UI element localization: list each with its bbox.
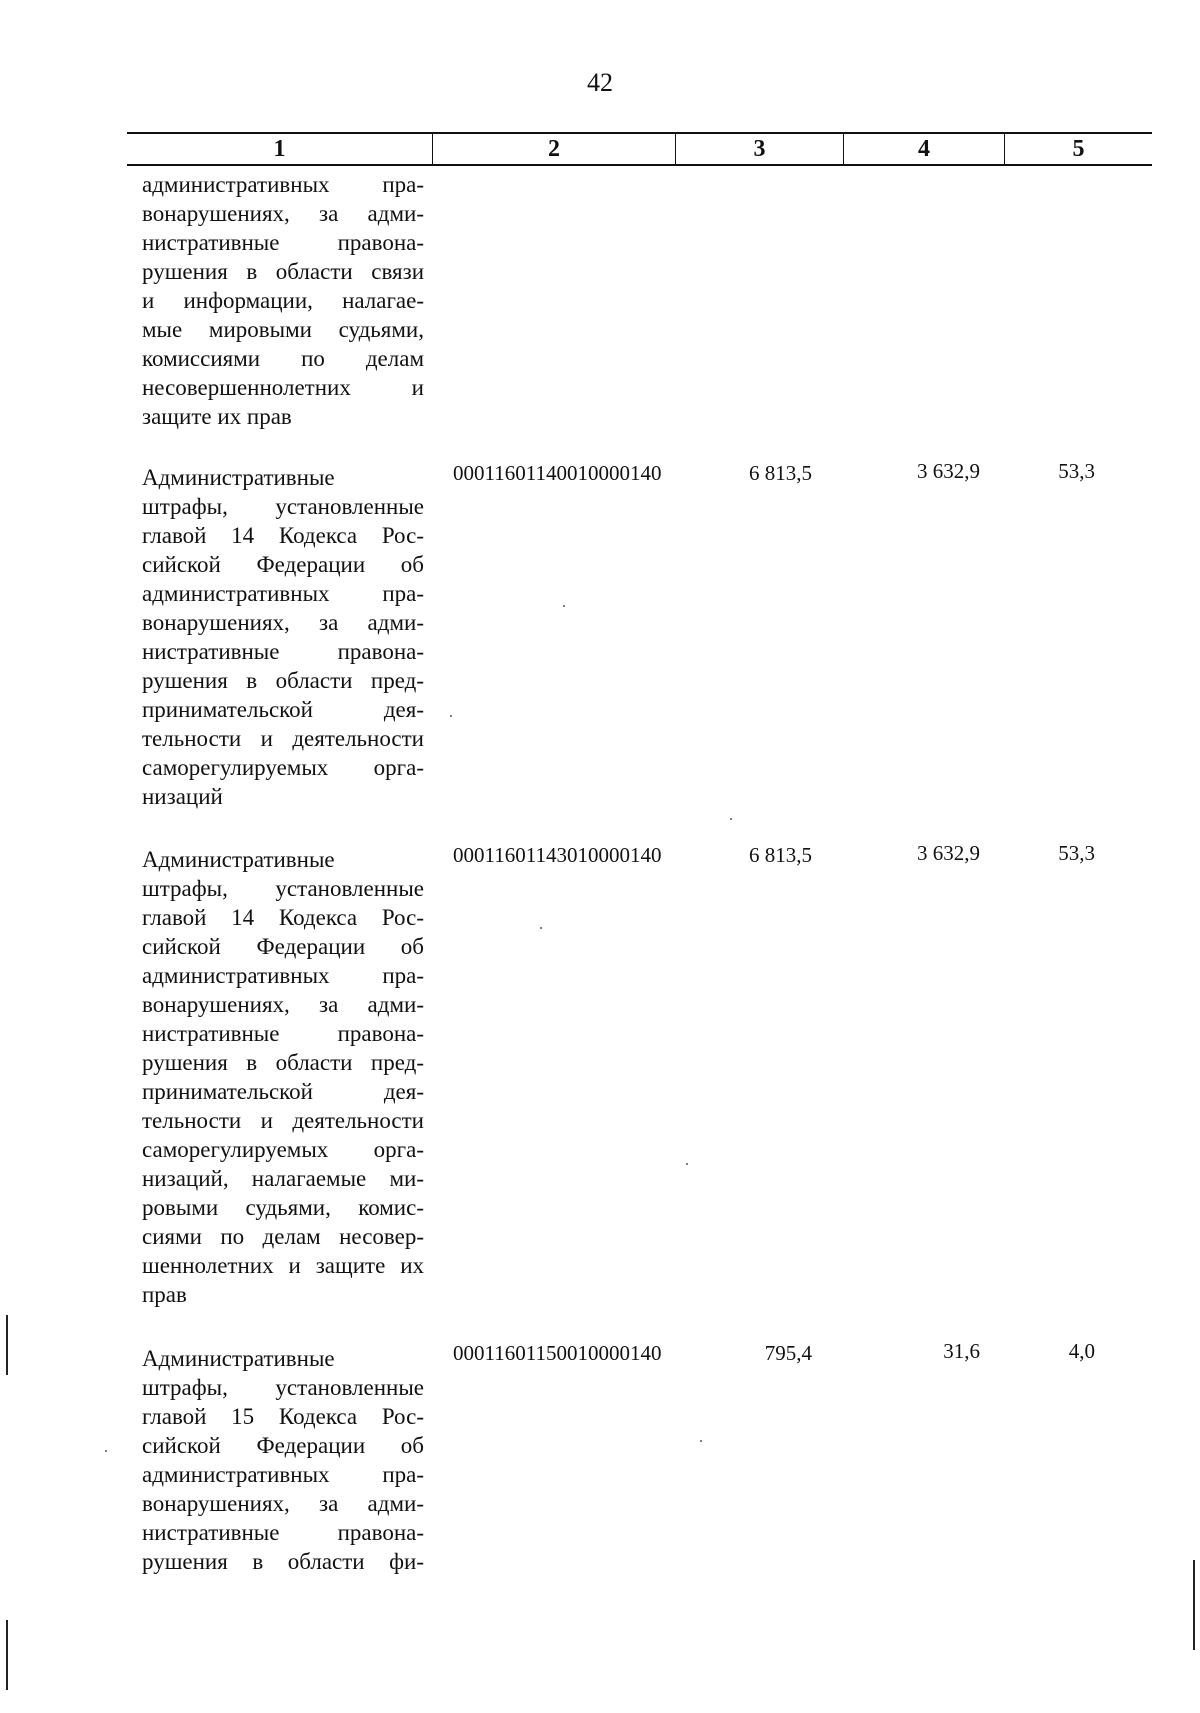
table-header xyxy=(127,132,1152,166)
header-col-4: 4 xyxy=(918,136,930,162)
scan-speck xyxy=(540,927,542,929)
description-line: штрафы, установленные xyxy=(142,876,424,901)
description-line: тельности и деятельности xyxy=(142,726,424,751)
description-line: нистративные правона- xyxy=(142,1021,424,1046)
scan-edge-mark xyxy=(1193,1560,1195,1650)
description-line: Административные xyxy=(142,1346,335,1371)
value-col-4: 3 632,9 xyxy=(917,841,980,865)
description-line: нистративные правона- xyxy=(142,1520,424,1545)
value-col-3: 6 813,5 xyxy=(749,843,812,867)
budget-code: 00011601150010000140 xyxy=(453,1341,662,1365)
value-col-4: 31,6 xyxy=(943,1339,980,1363)
row-description xyxy=(142,845,424,1309)
row-description xyxy=(142,170,424,431)
scan-speck xyxy=(450,715,452,717)
description-line: низаций, налагаемые ми- xyxy=(142,1166,424,1191)
description-line: ровыми судьями, комис- xyxy=(142,1195,424,1220)
description-line: рушения в области пред- xyxy=(142,1050,424,1075)
header-col-5: 5 xyxy=(1072,136,1085,162)
scan-speck xyxy=(563,605,565,607)
budget-code: 00011601140010000140 xyxy=(453,461,662,485)
header-col-3: 3 xyxy=(753,136,766,162)
description-line: сийской Федерации об xyxy=(142,1433,424,1458)
value-col-5: 4,0 xyxy=(1068,1339,1095,1363)
value-col-5: 53,3 xyxy=(1058,459,1095,483)
description-line: вонарушениях, за адми- xyxy=(142,1491,424,1516)
description-line: рушения в области связи xyxy=(142,259,424,284)
header-col-2: 2 xyxy=(548,136,560,162)
value-col-3: 795,4 xyxy=(764,1341,812,1365)
description-line: нистративные правона- xyxy=(142,230,424,255)
scan-edge-mark xyxy=(6,1315,8,1375)
row-description xyxy=(142,1344,424,1576)
value-col-4: 3 632,9 xyxy=(917,459,980,483)
description-line: низаций xyxy=(142,784,223,809)
description-line: шеннолетних и защите их xyxy=(142,1253,424,1278)
description-line: рушения в области пред- xyxy=(142,668,424,693)
description-line: сиями по делам несовер- xyxy=(142,1224,424,1249)
scan-speck xyxy=(686,1163,688,1165)
description-line: несовершеннолетних и xyxy=(142,375,424,400)
description-line: комиссиями по делам xyxy=(142,346,424,371)
description-line: рушения в области фи- xyxy=(142,1549,424,1574)
description-line: сийской Федерации об xyxy=(142,934,424,959)
description-line: принимательской дея- xyxy=(142,1079,424,1104)
header-col-1: 1 xyxy=(273,136,286,162)
budget-code: 00011601143010000140 xyxy=(453,843,662,867)
description-line: вонарушениях, за адми- xyxy=(142,610,424,635)
scan-edge-mark xyxy=(6,1620,8,1690)
description-line: мые мировыми судьями, xyxy=(142,317,424,342)
description-line: саморегулируемых орга- xyxy=(142,1137,424,1162)
scan-speck xyxy=(730,818,732,820)
description-line: прав xyxy=(142,1282,187,1307)
description-line: принимательской дея- xyxy=(142,697,424,722)
description-line: административных пра- xyxy=(142,172,424,197)
value-col-5: 53,3 xyxy=(1058,841,1095,865)
description-line: штрафы, установленные xyxy=(142,1375,424,1400)
description-line: сийской Федерации об xyxy=(142,552,424,577)
description-line: главой 15 Кодекса Рос- xyxy=(142,1404,424,1429)
description-line: административных пра- xyxy=(142,1462,424,1487)
description-line: тельности и деятельности xyxy=(142,1108,424,1133)
description-line: штрафы, установленные xyxy=(142,494,424,519)
description-line: саморегулируемых орга- xyxy=(142,755,424,780)
description-line: административных пра- xyxy=(142,581,424,606)
page-number: 42 xyxy=(587,68,613,97)
scan-speck xyxy=(105,1450,107,1452)
scan-speck xyxy=(700,1440,702,1442)
description-line: главой 14 Кодекса Рос- xyxy=(142,905,424,930)
description-line: Административные xyxy=(142,847,335,872)
description-line: вонарушениях, за адми- xyxy=(142,992,424,1017)
description-line: вонарушениях, за адми- xyxy=(142,201,424,226)
description-line: административных пра- xyxy=(142,963,424,988)
row-description xyxy=(142,463,424,811)
description-line: нистративные правона- xyxy=(142,639,424,664)
description-line: и информации, налагае- xyxy=(142,288,424,313)
description-line: Административные xyxy=(142,465,335,490)
description-line: главой 14 Кодекса Рос- xyxy=(142,523,424,548)
description-line: защите их прав xyxy=(142,404,292,429)
value-col-3: 6 813,5 xyxy=(749,461,812,485)
